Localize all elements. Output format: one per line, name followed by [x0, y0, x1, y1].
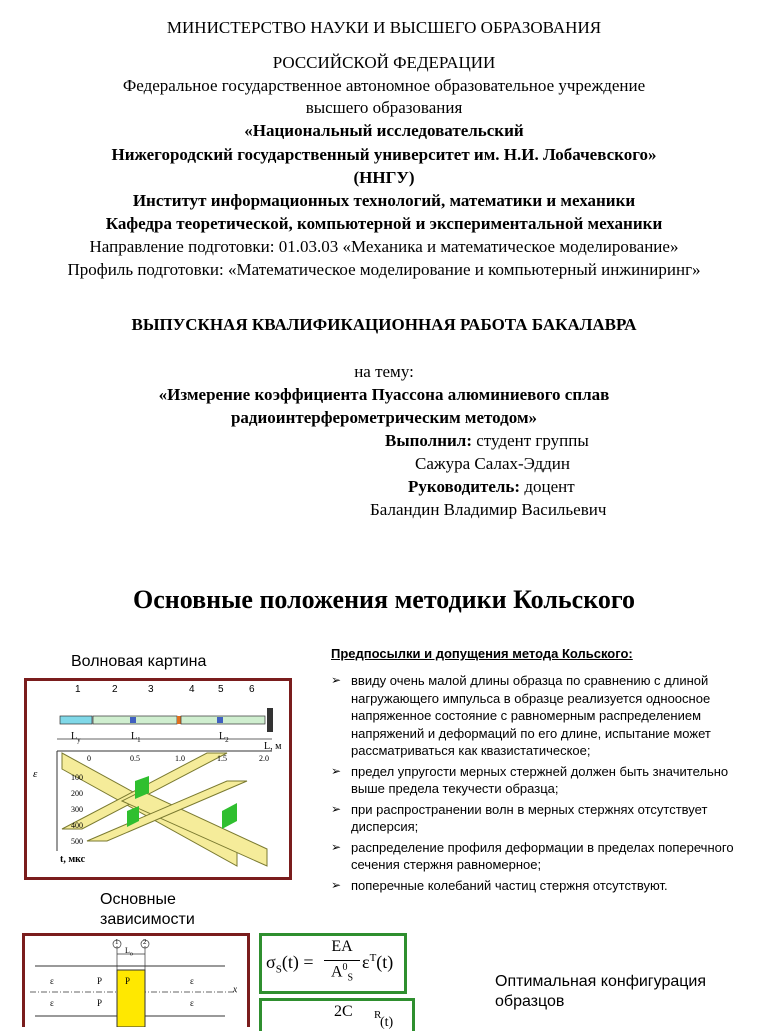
bar-number: 2: [112, 684, 118, 695]
y-tick: 300: [71, 805, 83, 814]
specimen-scheme-frame: [22, 933, 250, 1027]
green-zone: [222, 803, 237, 829]
gauge-mark: [130, 717, 136, 723]
wave-diagram: [27, 681, 289, 877]
stress-formula: $\sigma_S(t)$ =: [266, 952, 314, 976]
circle-label-1: 1: [115, 938, 119, 946]
y-axis-label: t, мкс: [60, 854, 86, 865]
bar-number: 3: [148, 684, 154, 695]
segment-label: $L_y$: [71, 731, 81, 744]
second-arg: (t): [380, 1015, 394, 1030]
arrow-bullet-icon: ➢: [331, 763, 342, 778]
performed-value: студент группы: [472, 431, 589, 450]
supervisor-name: Баландин Владимир Васильевич: [370, 500, 607, 519]
topic-line1: «Измерение коэффициента Пуассона алюминиевого сплав: [158, 385, 610, 404]
optimal-config-label: Оптимальная конфигурация образцов: [495, 973, 707, 1010]
stress-formula-box: [259, 933, 407, 994]
segment-label: $L_2$: [219, 731, 229, 744]
profile-line: Профиль подготовки: «Математическое моделирование и компьютерный инжиниринг»: [67, 260, 701, 279]
performed-line: [385, 431, 589, 451]
premise-item: ➢ ввиду очень малой длины образца по сравнению с длиной нагружающего импульса в образце реализуется одноосное напряженное состояние с равномерным распределением напряжений и деформаций по его длине, испытание может рассматриваться как квазистатическое;: [331, 673, 711, 758]
arrow-bullet-icon: ➢: [331, 877, 342, 892]
strain-rate-formula-box: [259, 998, 415, 1031]
premise-item: ➢ при распространении волн в мерных стержнях отсутствует дисперсия;: [331, 801, 708, 834]
bar-number: 5: [218, 684, 224, 695]
work-type: ВЫПУСКНАЯ КВАЛИФИКАЦИОННАЯ РАБОТА БАКАЛАВРА: [131, 315, 637, 334]
fraction-numerator: EA: [331, 938, 353, 955]
specimen-scheme: [25, 936, 247, 1027]
y-tick: 200: [71, 789, 83, 798]
segment-label: $L_1$: [131, 731, 141, 744]
premise-item: ➢ поперечные колебаний частиц стержня отсутствуют.: [331, 877, 668, 893]
premise-item: ➢ предел упругости мерных стержней должен быть значительно выше предела текучести образца;: [331, 763, 729, 796]
y-tick: 500: [71, 837, 83, 846]
supervisor-value: доцент: [520, 477, 575, 496]
premises-list: [331, 672, 751, 897]
specimen-block: [117, 970, 145, 1027]
department-name: Кафедра теоретической, компьютерной и экспериментальной механики: [105, 214, 663, 233]
x-tick: 0.5: [130, 754, 140, 763]
bar-cyan: [60, 716, 92, 724]
university-line2: Нижегородский государственный университет им. Н.И. Лобачевского»: [111, 145, 657, 164]
right-bottom-label: ε: [190, 998, 194, 1008]
eps-symbol: ε: [33, 768, 38, 780]
bar-number: 6: [249, 684, 255, 695]
direction-line: Направление подготовки: 01.03.03 «Механика и математическое моделирование»: [89, 237, 679, 256]
student-name: Сажура Салах-Эддин: [415, 454, 570, 473]
ministry-line2: РОССИЙСКОЙ ФЕДЕРАЦИИ: [272, 53, 496, 72]
institution-line1: Федеральное государственное автономное образовательное учреждение: [122, 76, 646, 95]
bar-number: 4: [189, 684, 195, 695]
on-topic-label: на тему:: [354, 362, 414, 381]
x-axis-label: x: [233, 984, 237, 994]
left-bottom-label: ε: [50, 998, 54, 1008]
arrow-bullet-icon: ➢: [331, 839, 342, 854]
bar-end-stop: [267, 708, 273, 732]
second-numerator: 2C: [334, 1003, 353, 1020]
y-tick: 400: [71, 821, 83, 830]
arrow-bullet-icon: ➢: [331, 673, 342, 687]
second-sup: R: [374, 1009, 382, 1021]
premises-heading: Предпосылки и допущения метода Кольского:: [331, 646, 633, 661]
gauge-mark: [217, 717, 223, 723]
specimen-mark: [177, 716, 181, 724]
mid-left-top-label: P: [97, 976, 103, 986]
circle-label-2: 2: [143, 938, 147, 946]
x-tick: 0: [87, 754, 91, 763]
university-abbr: (ННГУ): [353, 168, 415, 187]
topic-line2: радиоинтерферометрическим методом»: [230, 408, 538, 427]
right-top-label: ε: [190, 976, 194, 986]
bar-number: 1: [75, 684, 81, 695]
supervisor-label: Руководитель:: [408, 477, 521, 496]
institute-name: Институт информационных технологий, математики и механики: [132, 191, 636, 210]
premise-item: ➢ распределение профиля деформации в пределах поперечного сечения стержня равномерное;: [331, 839, 734, 872]
x-tick: 1.0: [175, 754, 185, 763]
y-tick: 100: [71, 773, 83, 782]
fraction-denominator: $A^0_S$: [330, 962, 354, 984]
lo-label: $L_о$: [125, 946, 133, 958]
performed-label: Выполнил:: [385, 431, 473, 450]
x-tick: 2.0: [259, 754, 269, 763]
institution-line2: высшего образования: [305, 98, 463, 117]
university-line1: «Национальный исследовательский: [244, 121, 524, 140]
left-top-label: ε: [50, 976, 54, 986]
mid-right-label: P: [125, 976, 131, 986]
wave-picture-label: Волновая картина: [71, 653, 207, 670]
mid-left-bottom-label: P: [97, 998, 103, 1008]
x-axis-label: L, м: [264, 741, 282, 752]
x-tick: 1.5: [217, 754, 227, 763]
wave-diagram-frame: [24, 678, 292, 880]
strain-term: $\varepsilon^T(t)$: [362, 952, 394, 972]
dependencies-label: Основные зависимости: [100, 891, 195, 928]
ministry-line1: МИНИСТЕРСТВО НАУКИ И ВЫСШЕГО ОБРАЗОВАНИЯ: [166, 18, 602, 37]
fraction-line: [324, 960, 360, 961]
slide-title: Основные положения методики Кольского: [132, 585, 636, 614]
arrow-bullet-icon: ➢: [331, 801, 342, 816]
supervisor-line: [408, 477, 575, 497]
